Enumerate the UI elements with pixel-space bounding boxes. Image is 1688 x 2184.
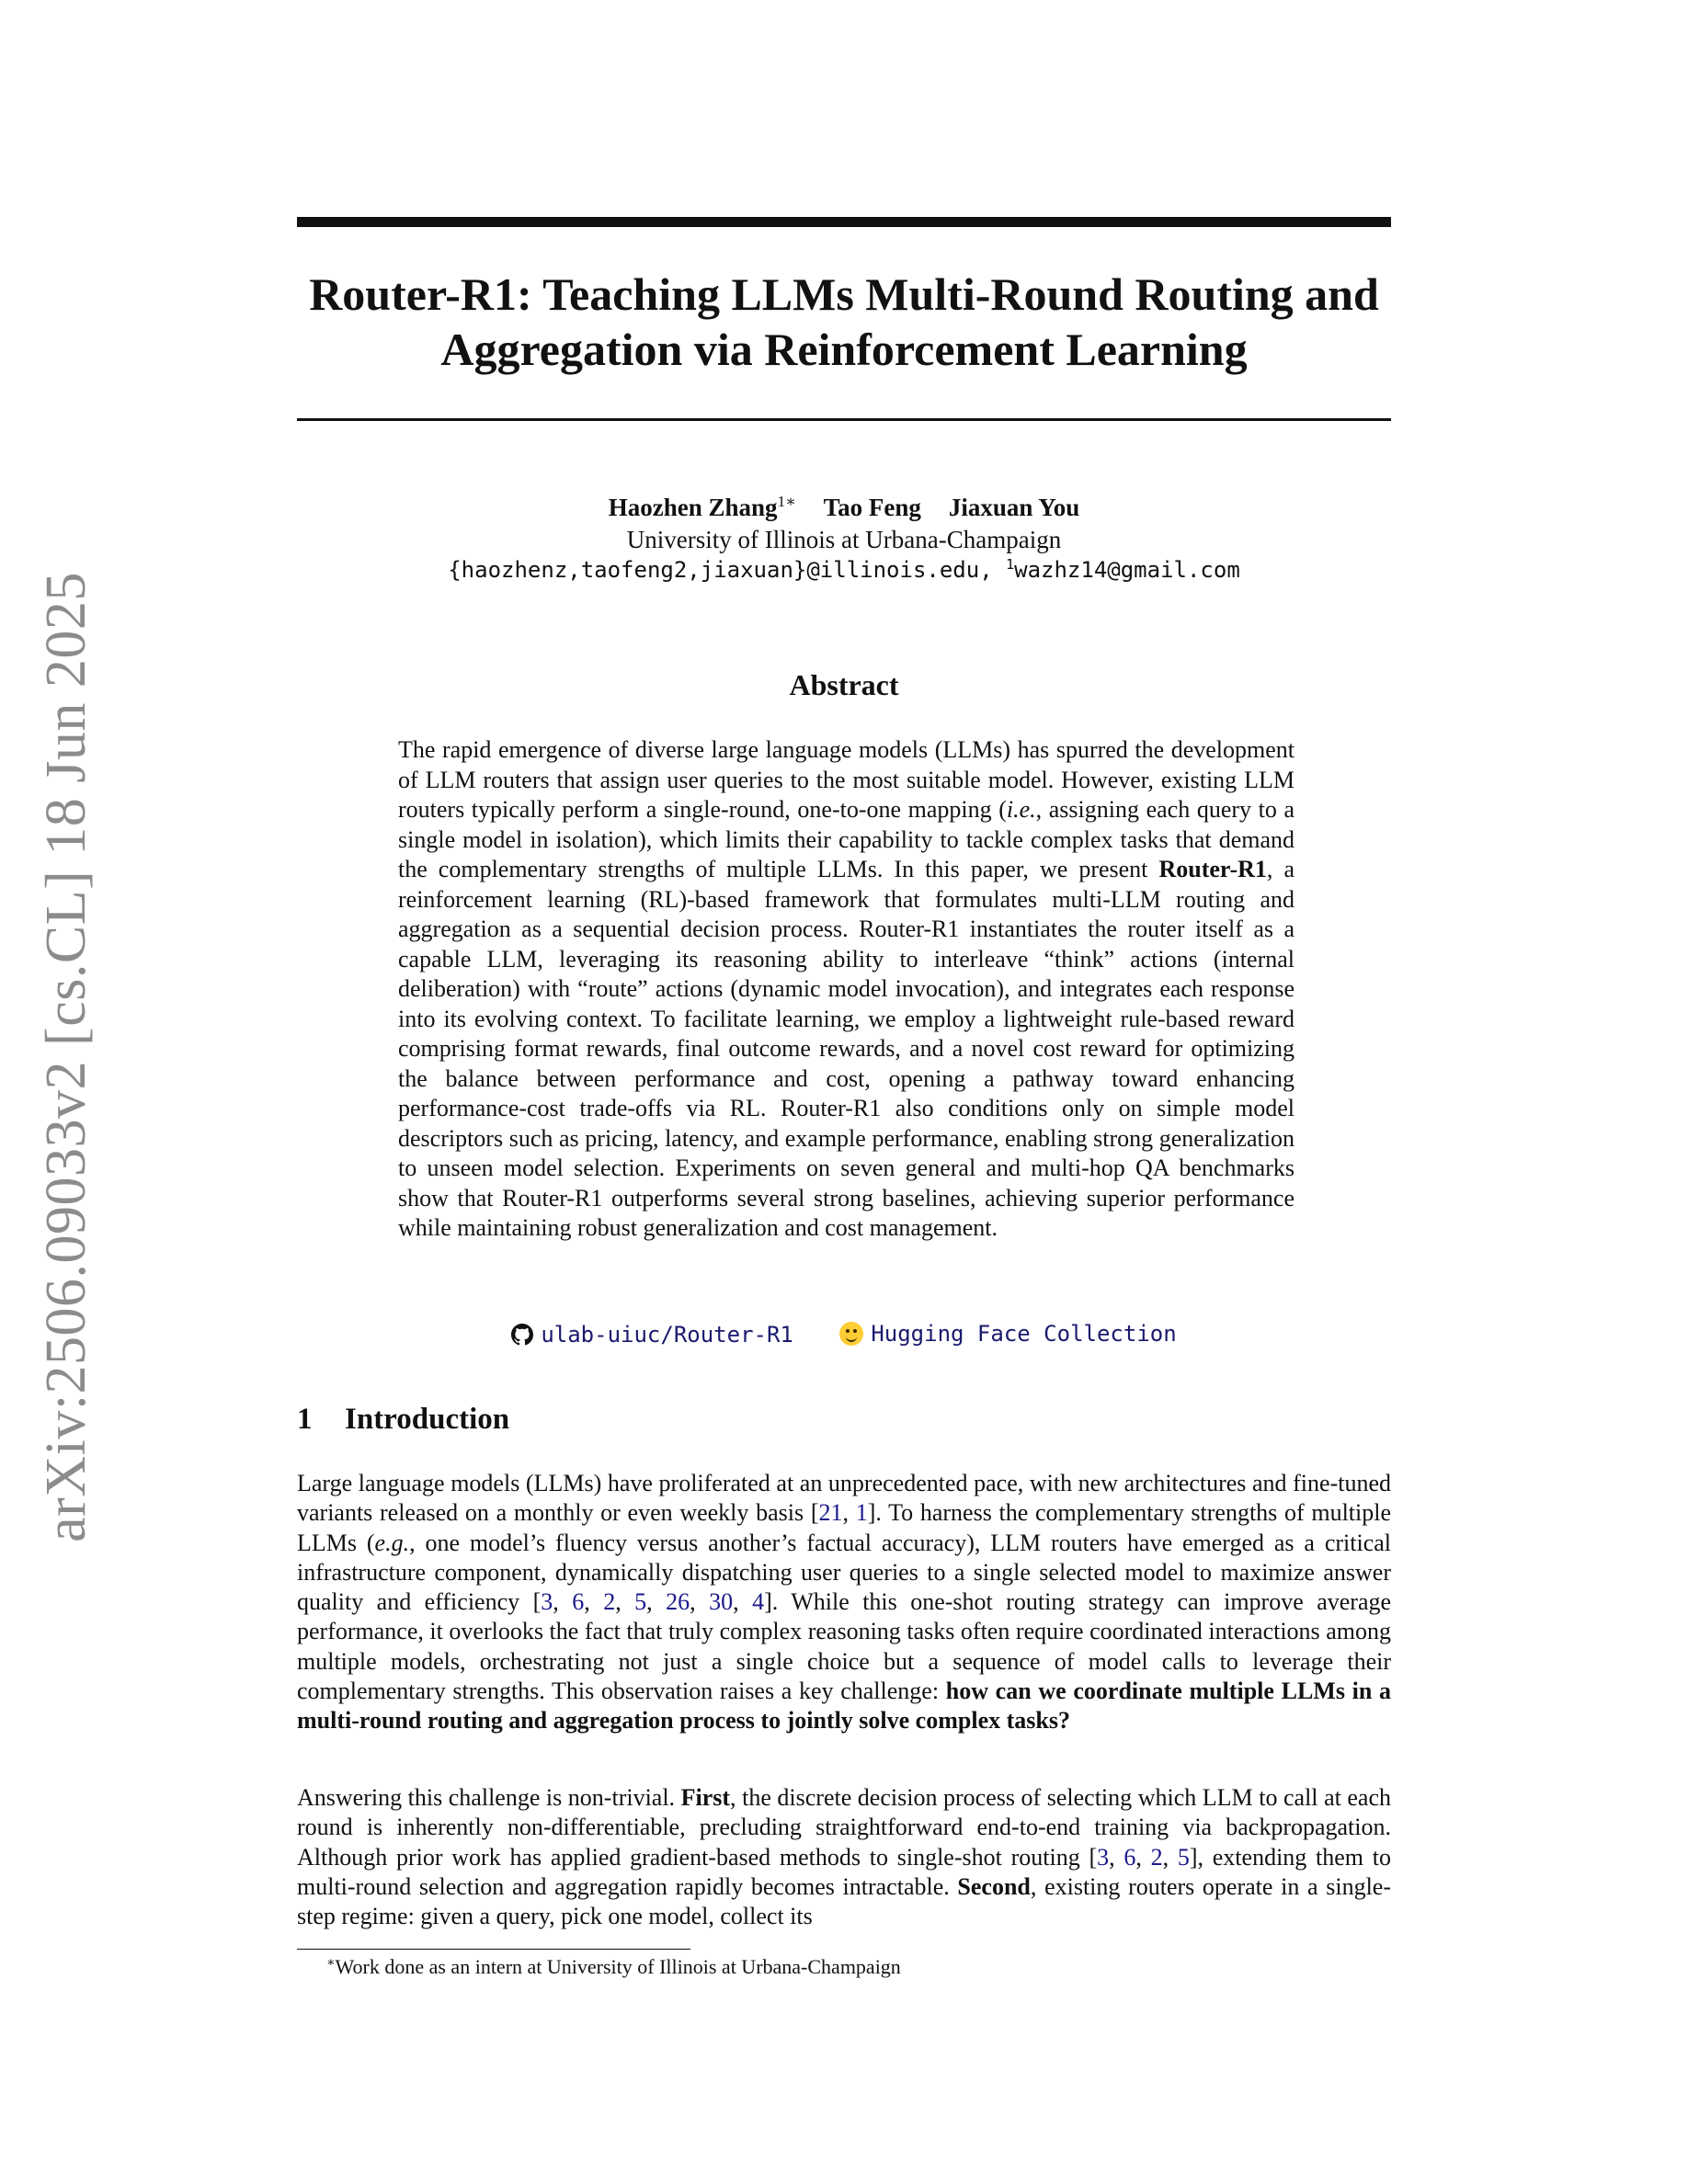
section-number: 1 [297,1403,313,1436]
footnote-rule [297,1949,690,1950]
github-link[interactable] [511,1320,793,1349]
footnote-mark: ∗ [326,1956,336,1970]
p2-text-3: ], extending them to multi-round selection and aggregation rapidly becomes intractable. [297,1843,1391,1900]
hugging-face-link[interactable] [839,1319,1176,1348]
citation[interactable]: 2 [603,1588,616,1616]
citation[interactable]: 3 [541,1588,553,1616]
citation[interactable]: 6 [572,1588,585,1616]
citation[interactable]: 5 [634,1588,647,1616]
author-list [297,493,1391,522]
p1-text-1: Large language models (LLMs) have proliferated at an unprecedented pace, with new architectures and fine-tuned variants released on a monthly or even weekly basis [ [297,1470,1391,1527]
abstract-heading: Abstract [789,668,899,701]
p2-text-1: Answering this challenge is non-trivial. [297,1784,681,1811]
title-top-rule [297,217,1391,227]
email-2-mark: 1 [1006,556,1015,573]
intro-paragraph-2: Answering this challenge is non-trivial. First, the discrete decision process of selecting which LLM to call at each round is inherently non-differentiable, precluding straightforward end-to-end training via backpropagation. Although prior work has applied gradient-based methods to single-shot routing [3, 6, 2, 5], extending them to multi-round selection and aggregation rapidly becomes intractable. Second, existing routers operate in a single-step regime: given a query, pick one model, collect its [297,1784,1392,1930]
author-1: Haozhen Zhang [608,494,778,521]
key-challenge: how can we coordinate multiple LLMs in a multi-round routing and aggregation process to jointly solve complex tasks? [297,1678,1391,1735]
abstract-text-1: The rapid emergence of diverse large language models (LLMs) has spurred the development of LLM routers that assign user queries to the most suitable model. However, existing LLM routers typically perform a single-round, one-to-one mapping ( [398,736,1295,823]
citation[interactable]: 5 [1177,1843,1190,1871]
p2-second: Second [957,1872,1031,1900]
author-2: Tao Feng [823,494,921,521]
abstract-router-r1: Router-R1 [1158,856,1267,882]
title-line-2: Aggregation via Reinforcement Learning [440,324,1248,375]
emails [297,555,1391,585]
author-3: Jiaxuan You [948,494,1080,521]
p1-text-3: , one model’s fluency versus another’s factual accuracy), LLM routers have emerged as a critical infrastructure component, dynamically dispatching user queries to a single selected model to maximize answer quality and efficiency [ [297,1529,1391,1616]
github-icon [511,1324,533,1346]
hugging-face-icon [839,1322,863,1346]
citation[interactable]: 4 [752,1588,765,1616]
citation[interactable]: 3 [1097,1843,1110,1871]
title-line-1: Router-R1: Teaching LLMs Multi-Round Routing and [309,268,1379,320]
p2-text-2: , the discrete decision process of selecting which LLM to call at each round is inherently non-differentiable, precluding straightforward end-to-end training via backpropagation. Although prior work has applied gradient-based methods to single-shot routing [ [297,1784,1392,1871]
resource-links [297,1319,1391,1353]
p1-eg: e.g. [374,1529,410,1556]
citation[interactable]: 21 [818,1499,843,1527]
abstract-ie: i.e. [1006,796,1036,823]
p2-first: First [680,1784,731,1811]
section-heading-introduction [297,1401,509,1438]
footnote [326,1954,901,1980]
footnote-text: Work done as an intern at University of Illinois at Urbana-Champaign [335,1955,901,1978]
arxiv-stamp: arXiv:2506.09033v2 [cs.CL] 18 Jun 2025 [35,572,97,1542]
abstract-body [398,735,1295,1244]
citation[interactable]: 6 [1123,1843,1136,1871]
abstract-text-3: , a reinforcement learning (RL)-based framework that formulates multi-LLM routing and aggregation as a sequential decision process. Router-R1 instantiates the router itself as a capable LLM, leveraging its reasoning ability to interleave “think” actions (internal deliberation) with “route” actions (dynamic model invocation), and integrates each response into its evolving context. To facilitate learning, we employ a lightweight rule-based reward comprising format rewards, final outcome rewards, and a novel cost reward for optimizing the balance between performance and cost, opening a pathway toward enhancing performance-cost trade-offs via RL. Router-R1 also conditions only on simple model descriptors such as pricing, latency, and example performance, enabling strong generalization to unseen model selection. Experiments on seven general and multi-hop QA benchmarks show that Router-R1 outperforms several strong baselines, achieving superior performance while maintaining robust generalization and cost management. [398,856,1295,1241]
paper-title [297,267,1391,377]
email-list[interactable]: {haozhenz,taofeng2,jiaxuan}@illinois.edu, [448,557,993,583]
abstract-text-2: , assigning each query to a single model in isolation), which limits their capability to tackle complex tasks that demand the complementary strengths of multiple LLMs. In this paper, we present [398,796,1295,882]
github-link-label: ulab-uiuc/Router-R1 [541,1322,793,1348]
citation[interactable]: 1 [855,1499,868,1527]
citation[interactable]: 2 [1150,1843,1163,1871]
p1-text-4: ]. While this one-shot routing strategy can improve average performance, it overlooks the fact that truly complex reasoning tasks often require coordinated interactions among multiple models, orchestrating not just a single choice but a sequence of model calls to leverage their complementary strengths. This observation raises a key challenge: [297,1588,1392,1705]
email-2[interactable]: wazhz14@gmail.com [1014,557,1240,583]
section-title: Introduction [345,1403,510,1436]
author-1-mark: 1∗ [777,493,796,510]
p1-text-2: ]. To harness the complementary strengths of multiple LLMs ( [297,1499,1392,1556]
hugging-face-link-label: Hugging Face Collection [871,1321,1177,1347]
title-bottom-rule [297,418,1391,421]
intro-paragraph-1: Large language models (LLMs) have proliferated at an unprecedented pace, with new architectures and fine-tuned variants released on a monthly or even weekly basis [21, 1]. To harness the complementary strengths of multiple LLMs (e.g., one model’s fluency versus another’s factual accuracy), LLM routers have emerged as a critical infrastructure component, dynamically dispatching user queries to a single selected model to maximize answer quality and efficiency [3, 6, 2, 5, 26, 30, 4]. While this one-shot routing strategy can improve average performance, it overlooks the fact that truly complex reasoning tasks often require coordinated interactions among multiple models, orchestrating not just a single choice but a sequence of model calls to leverage their complementary strengths. This observation raises a key challenge: how can we coordinate multiple LLMs in a multi-round routing and aggregation process to jointly solve complex tasks? [297,1470,1392,1735]
citation[interactable]: 30 [709,1588,734,1616]
p2-text-4: , existing routers operate in a single-step regime: given a query, pick one model, collect its [297,1872,1391,1930]
affiliation: University of Illinois at Urbana-Champaign [626,526,1062,553]
citation[interactable]: 26 [666,1588,690,1616]
